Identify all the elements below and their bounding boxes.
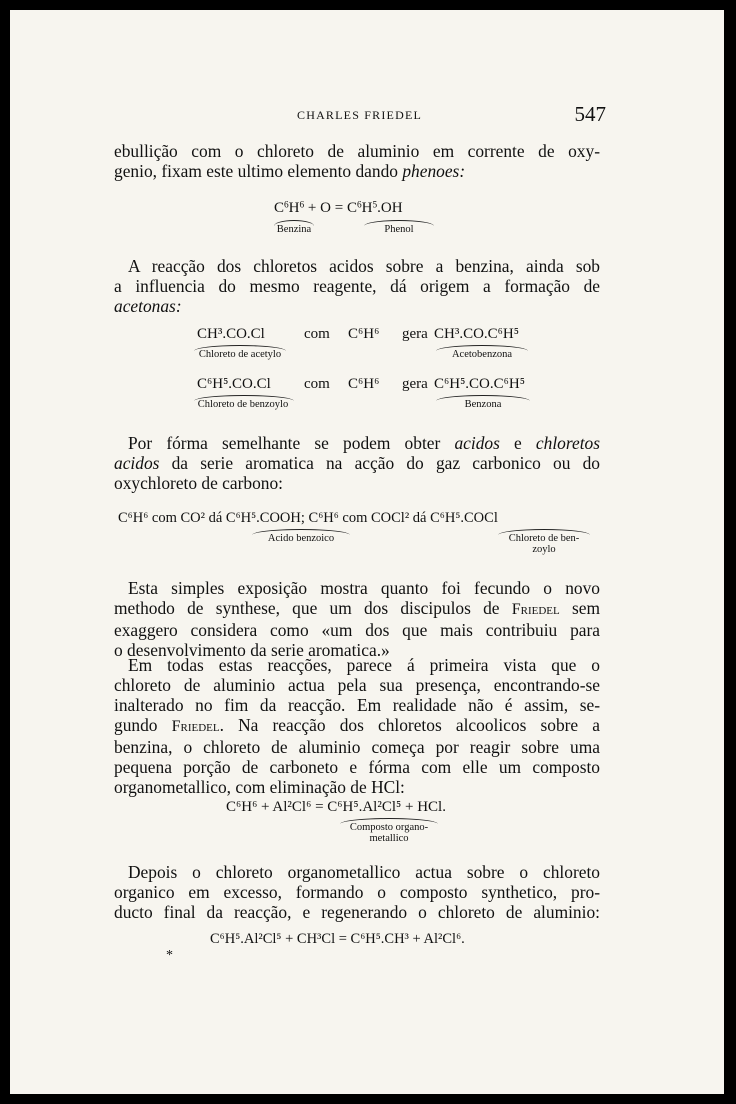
label-composto-2: metallico: [369, 833, 409, 844]
footnote-mark: *: [166, 948, 173, 963]
paragraph-line: acidos da serie aromatica na acção do gaz carbonico ou do: [114, 453, 600, 473]
paragraph-line: Em todas estas reacções, parece á primeira vista que o: [128, 655, 600, 675]
equation-organometallico: C⁶H⁶ + Al²Cl⁶ = C⁶H⁵.Al²Cl⁵ + HCl.: [226, 799, 446, 815]
label-acetobenzona: Acetobenzona: [451, 349, 513, 360]
paragraph-5: [114, 655, 600, 797]
label-acido-benzoico: Acido benzoico: [267, 533, 335, 544]
reaction-row-acetobenzona: CH³.CO.Cl: [197, 326, 265, 342]
paragraph-line: organico em excesso, formando o composto synthetico, pro-: [114, 882, 600, 902]
word-gera: gera: [402, 376, 428, 392]
formula: CH³.CO.C⁶H⁵: [434, 326, 519, 342]
paragraph-line: Esta simples exposição mostra quanto foi fecundo o novo: [128, 578, 600, 598]
paragraph-line: Por fórma semelhante se podem obter acidos e chloretos: [128, 433, 600, 453]
paragraph-1: [114, 141, 600, 181]
word-gera: gera: [402, 326, 428, 342]
equation-final: C⁶H⁵.Al²Cl⁵ + CH³Cl = C⁶H⁵.CH³ + Al²Cl⁶.: [210, 931, 465, 947]
formula: C⁶H⁶: [348, 376, 380, 392]
paragraph-3: [114, 433, 600, 493]
paragraph-line: gundo Friedel. Na reacção dos chloretos alcoolicos sobre a: [114, 715, 601, 735]
paragraph-line: pequena porção de carboneto e fórma com elle um composto: [114, 757, 600, 777]
paragraph-line: exaggero considera como «um dos que mais contribuiu para: [114, 620, 600, 640]
label-benzoylo: Chloreto de benzoylo: [197, 399, 289, 410]
label-acetylo: Chloreto de acetylo: [198, 349, 282, 360]
paragraph-6: [114, 862, 600, 922]
label-chloreto-benzoylo-1: Chloreto de ben-: [508, 533, 580, 544]
word-com: com: [304, 326, 330, 342]
paragraph-line: inalterado no fim da reacção. Em realidade não é assim, se-: [114, 695, 600, 715]
page-header: [114, 102, 606, 134]
page-number: 547: [574, 102, 606, 126]
word-com: com: [304, 376, 330, 392]
paragraph-line: Depois o chloreto organometallico actua sobre o chloreto: [128, 862, 600, 882]
formula: C⁶H⁵.CO.Cl: [197, 376, 271, 392]
equation-phenol: $C^6H^6 + O = C^6H^5.OH$: [274, 200, 403, 216]
paragraph-line: benzina, o chloreto de aluminio começa por reagir sobre uma: [114, 737, 600, 757]
paragraph-line: oxychloreto de carbono:: [114, 473, 284, 493]
equation-acidos: C⁶H⁶ com CO² dá C⁶H⁵.COOH; C⁶H⁶ com COCl² dá C⁶H⁵.COCl: [118, 510, 498, 526]
paragraph-line: A reacção dos chloretos acidos sobre a benzina, ainda sob: [128, 256, 600, 276]
paragraph-line: acetonas:: [114, 296, 182, 316]
paragraph-line: ducto final da reacção, e regenerando o chloreto de aluminio:: [114, 902, 600, 922]
label-benzona: Benzona: [464, 399, 502, 410]
paragraph-line: chloreto de aluminio actua pela sua presença, encontrando-se: [114, 675, 600, 695]
page: [10, 10, 724, 1094]
label-benzina: Benzina: [276, 224, 312, 235]
formula: C⁶H⁵.CO.C⁶H⁵: [434, 376, 525, 392]
label-phenol: Phenol: [384, 224, 414, 235]
formula: C⁶H⁶: [348, 326, 380, 342]
paragraph-4: [114, 578, 600, 660]
emphasis: phenoes:: [402, 161, 466, 181]
running-title: CHARLES FRIEDEL: [297, 108, 423, 122]
paragraph-2: [114, 256, 600, 316]
paragraph-line: methodo de synthese, que um dos discipulos de Friedel sem: [114, 598, 600, 618]
label-chloreto-benzoylo-2: zoylo: [532, 544, 556, 555]
paragraph-line: o desenvolvimento da serie aromatica.»: [114, 640, 390, 660]
paragraph-line: organometallico, com eliminação de HCl:: [114, 777, 405, 797]
label-composto-1: Composto organo-: [349, 822, 429, 833]
paragraph-line: genio, fixam este ultimo elemento dando phenoes:: [114, 161, 466, 181]
paragraph-line: a influencia do mesmo reagente, dá origem a formação de: [114, 276, 600, 296]
paragraph-line: ebullição com o chloreto de aluminio em corrente de oxy-: [114, 141, 600, 161]
